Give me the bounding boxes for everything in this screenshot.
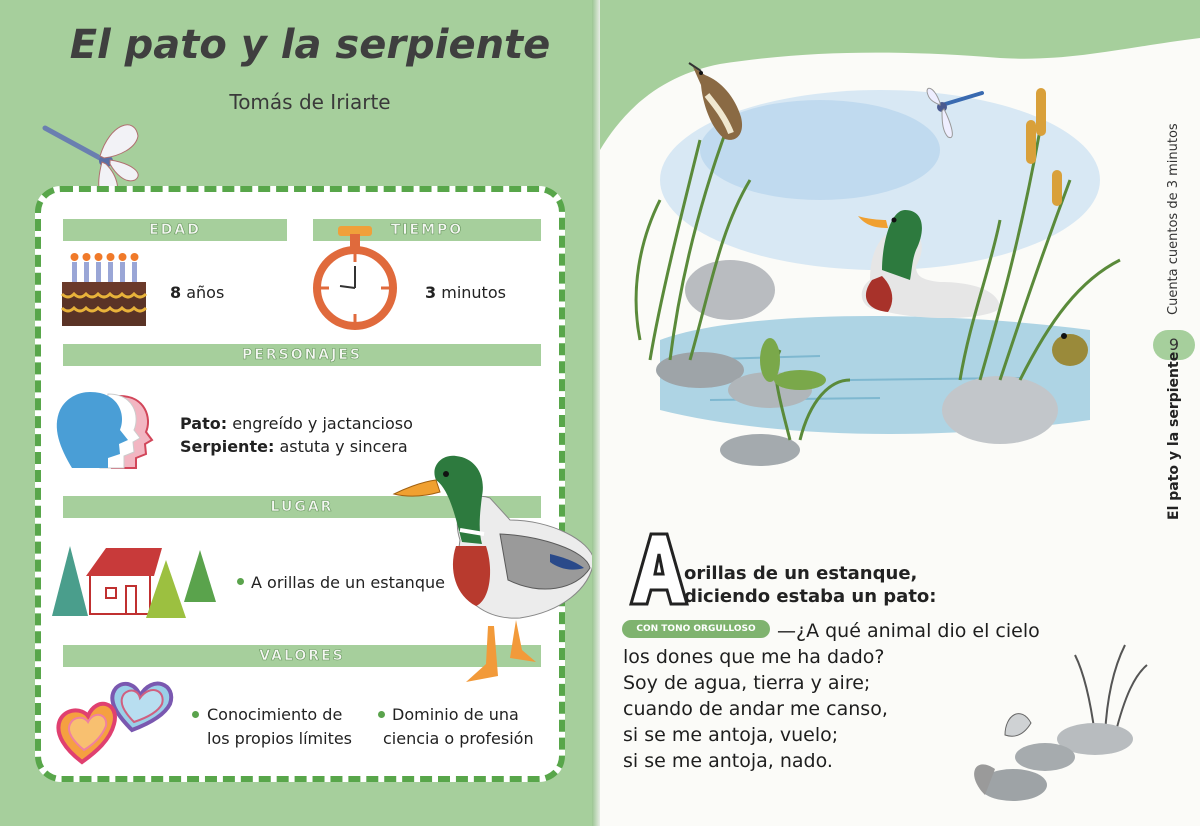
page-title: El pato y la serpiente xyxy=(69,22,551,68)
stopwatch-icon xyxy=(310,222,400,332)
lugar-value: A orillas de un estanque xyxy=(251,573,445,592)
personaje-serpiente: Serpiente: astuta y sincera xyxy=(180,437,408,456)
edad-value: 8 años xyxy=(170,283,225,302)
personajes-band: PERSONAJES xyxy=(63,344,541,366)
valor-bullet-1 xyxy=(192,711,199,718)
heads-icon xyxy=(50,388,160,473)
verse-5: si se me antoja, vuelo; xyxy=(623,724,839,746)
verse-6: si se me antoja, nado. xyxy=(623,750,833,772)
dragonfly-icon xyxy=(922,85,992,145)
intro-line-2: diciendo estaba un pato: xyxy=(684,586,937,607)
valores-band: VALORES xyxy=(63,645,541,667)
valor-1: Conocimiento de los propios límites xyxy=(207,705,353,748)
lugar-bullet xyxy=(237,578,244,585)
tiempo-band: TIEMPO xyxy=(313,219,541,241)
intro-line-1: orillas de un estanque, xyxy=(684,563,918,584)
verse-4: cuando de andar me canso, xyxy=(623,698,888,720)
house-trees-icon xyxy=(50,540,220,620)
cake-icon xyxy=(60,248,150,328)
side-subtitle: Cuenta cuentos de 3 minutos xyxy=(1166,123,1181,315)
verse-1: —¿A qué animal dio el cielo xyxy=(777,620,1040,642)
verse-2: los dones que me ha dado? xyxy=(623,646,885,668)
svg-text:A: A xyxy=(659,599,661,601)
verse-3: Soy de agua, tierra y aire; xyxy=(623,672,871,694)
tiempo-value: 3 minutos xyxy=(425,283,506,302)
side-title: El pato y la serpiente xyxy=(1166,351,1182,520)
valor-2: Dominio de una ciencia o profesión xyxy=(383,705,534,748)
hearts-icon xyxy=(52,676,177,766)
author: Tomás de Iriarte xyxy=(229,90,391,114)
reeds-icon xyxy=(965,635,1150,815)
duck-icon xyxy=(390,450,600,690)
bird-icon xyxy=(685,55,755,150)
lugar-band: LUGAR xyxy=(63,496,541,518)
personaje-pato: Pato: engreído y jactancioso xyxy=(180,414,413,433)
page-number: 9 xyxy=(1153,330,1195,360)
edad-band: EDAD xyxy=(63,219,287,241)
tone-tag: CON TONO ORGULLOSO xyxy=(622,620,770,638)
drop-cap xyxy=(629,530,689,608)
